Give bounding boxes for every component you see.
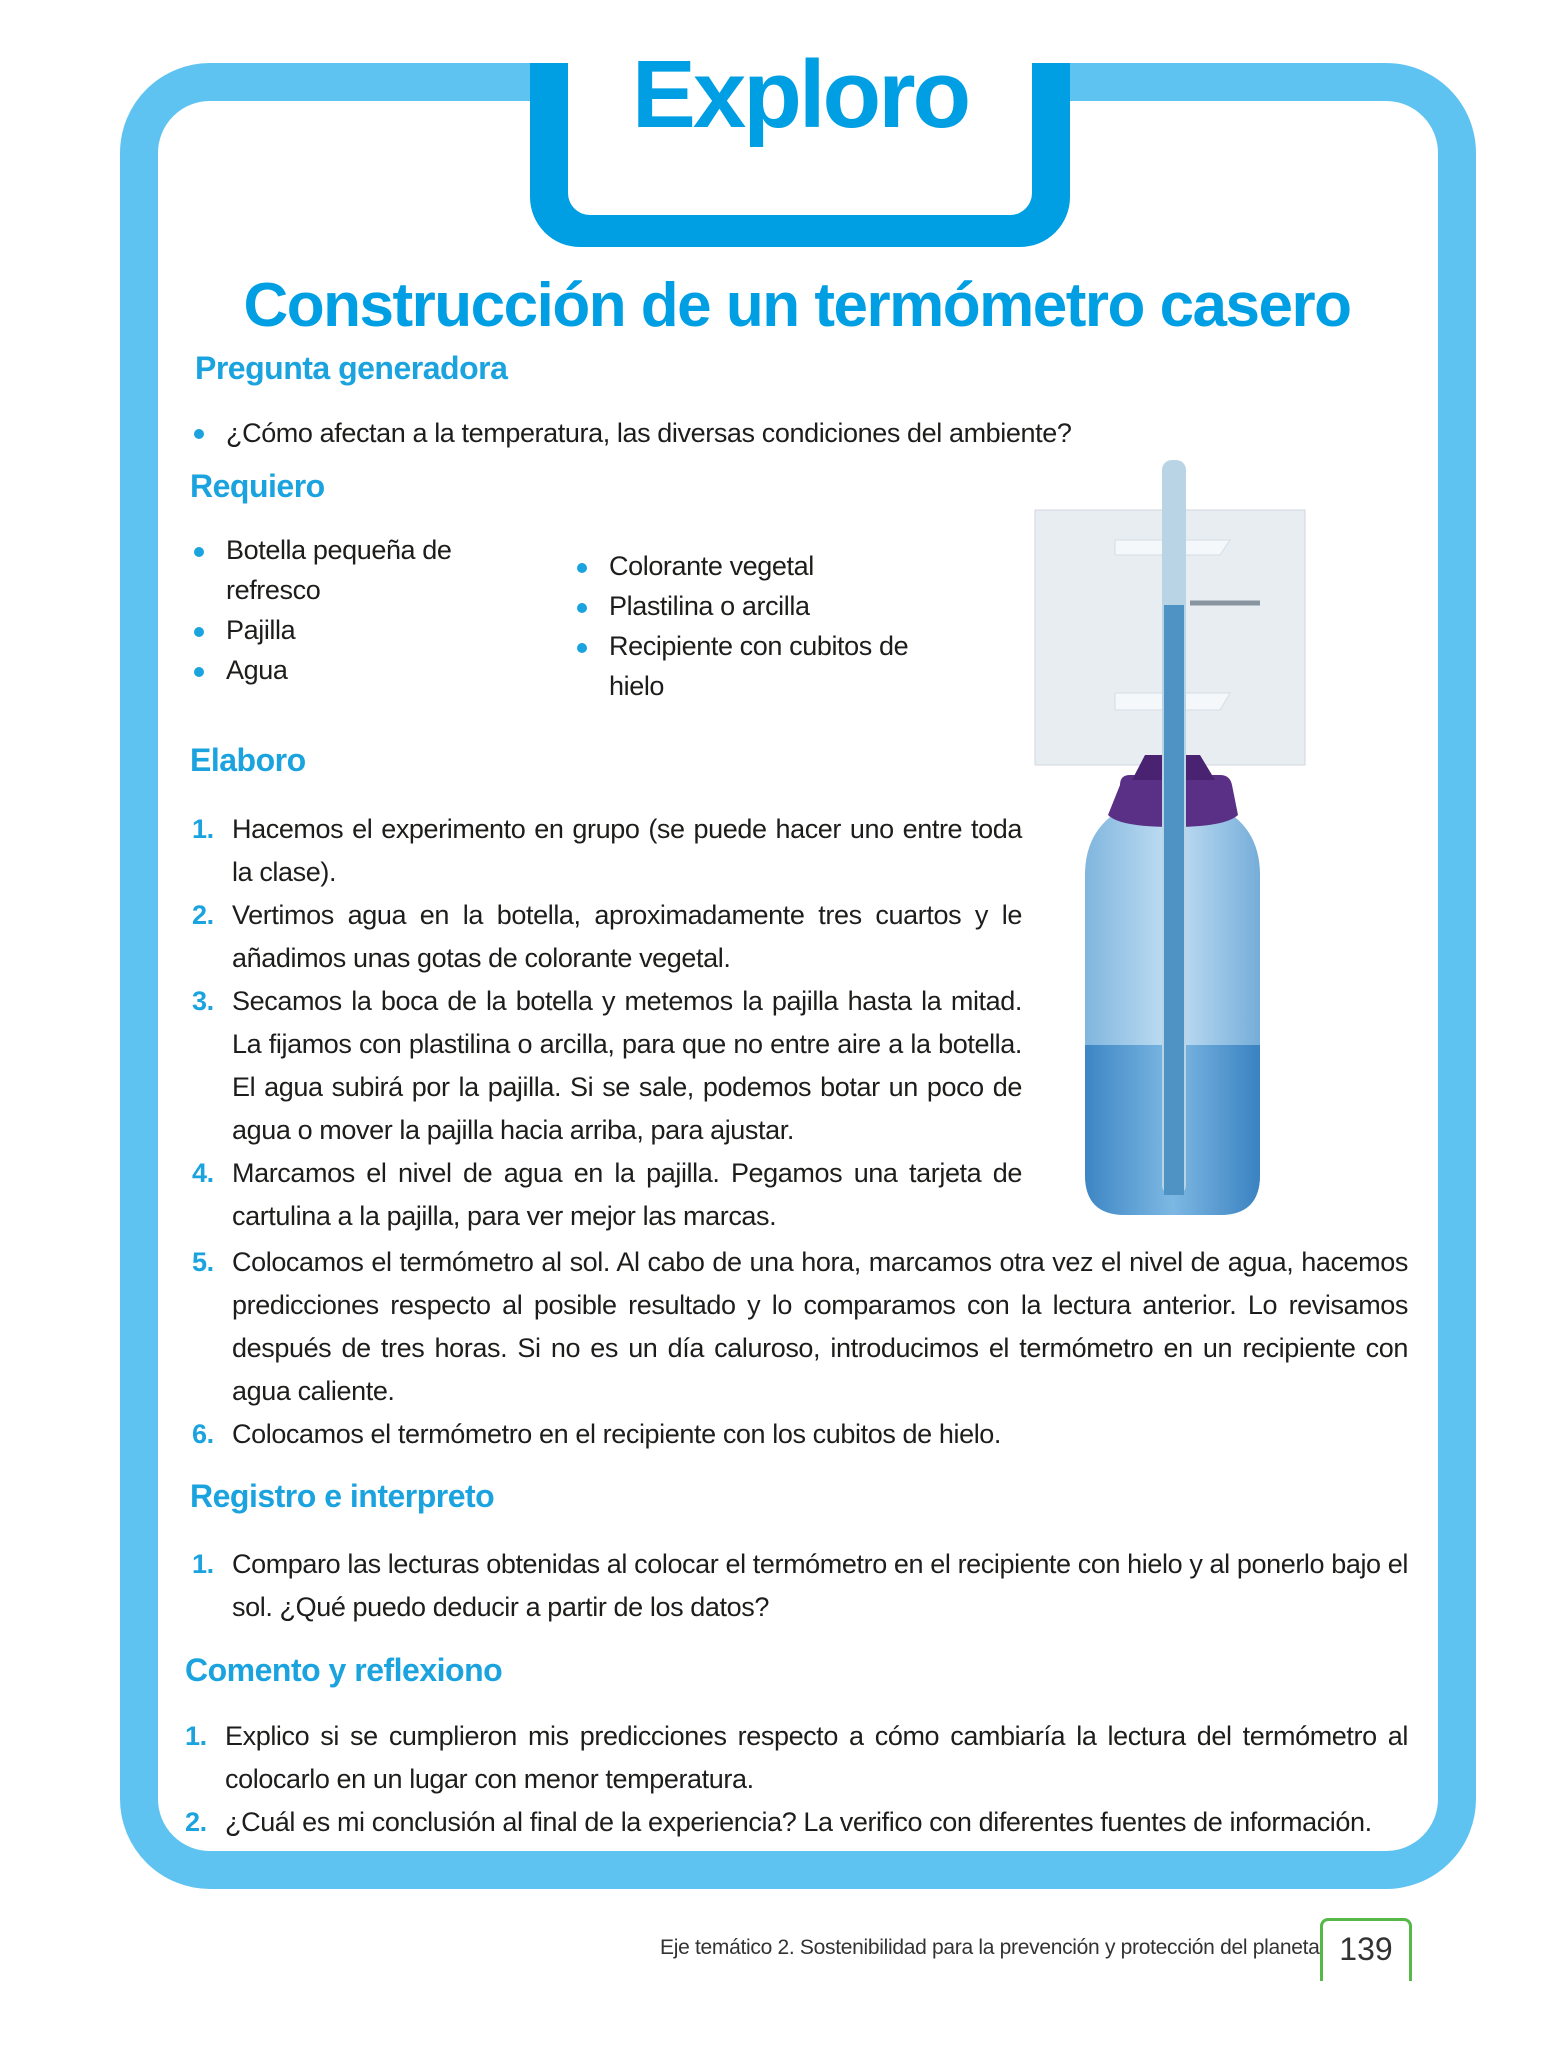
footer-text: Eje temático 2. Sostenibilidad para la prevención y protección del planeta [660, 1936, 1320, 1959]
heading-pregunta: Pregunta generadora [195, 350, 508, 386]
pregunta-list [190, 412, 1190, 455]
page-title: Construcción de un termómetro casero [243, 271, 1351, 340]
list-item: Pajilla [190, 610, 520, 650]
step-item: 1. Comparo las lecturas obtenidas al colocar el termómetro en el recipiente con hielo y al ponerlo bajo el sol. ¿Qué puedo deducir a partir de los datos? [192, 1549, 1408, 1622]
list-item: ¿Cómo afectan a la temperatura, las diversas condiciones del ambiente? [190, 412, 1190, 455]
page-number: 139 [1320, 1918, 1412, 1981]
list-item: Botella pequeña de refresco [190, 530, 520, 610]
thermometer-illustration [1020, 455, 1320, 1235]
heading-registro: Registro e interpreto [190, 1478, 495, 1514]
step-item: 1. Explico si se cumplieron mis predicciones respecto a cómo cambiaría la lectura del termómetro al colocarlo en un lugar con menor temperatura. [185, 1721, 1408, 1794]
heading-comento: Comento y reflexiono [185, 1652, 503, 1688]
registro-steps [192, 1543, 1408, 1629]
heading-requiero: Requiero [190, 468, 325, 504]
step-item: 3. Secamos la boca de la botella y metemos la pajilla hasta la mitad. La fijamos con plastilina o arcilla, para que no entre aire a la botella. El agua subirá por la pajilla. Si se sale, podemos botar un poco de agua o mover la pajilla hacia arriba, para ajustar. [192, 986, 1022, 1145]
comento-steps [185, 1715, 1408, 1844]
step-item: 4. Marcamos el nivel de agua en la pajilla. Pegamos una tarjeta de cartulina a la pajilla, para ver mejor las marcas. [192, 1158, 1022, 1231]
list-item: Recipiente con cubitos de hielo [573, 626, 913, 706]
list-item: Colorante vegetal [573, 546, 913, 586]
list-item: Agua [190, 650, 520, 690]
step-item: 6. Colocamos el termómetro en el recipiente con los cubitos de hielo. [192, 1419, 1002, 1449]
elaboro-steps-a [192, 808, 1022, 1238]
requiero-list-2 [573, 546, 913, 706]
section-tab-title: Exploro [631, 41, 969, 148]
requiero-list-1 [190, 530, 520, 690]
list-item: Plastilina o arcilla [573, 586, 913, 626]
step-item: 1. Hacemos el experimento en grupo (se puede hacer uno entre toda la clase). [192, 814, 1022, 887]
step-item: 2. Vertimos agua en la botella, aproximadamente tres cuartos y le añadimos unas gotas de colorante vegetal. [192, 900, 1022, 973]
step-item: 2. ¿Cuál es mi conclusión al final de la experiencia? La verifico con diferentes fuentes de información. [185, 1807, 1372, 1837]
heading-elaboro: Elaboro [190, 742, 306, 778]
step-item: 5. Colocamos el termómetro al sol. Al cabo de una hora, marcamos otra vez el nivel de agua, hacemos predicciones respecto al posible resultado y lo comparamos con la lectura anterior. Lo revisamos después de tres horas. Si no es un día caluroso, introducimos el termómetro en un recipiente con agua caliente. [192, 1247, 1408, 1406]
elaboro-steps-b [192, 1241, 1408, 1456]
